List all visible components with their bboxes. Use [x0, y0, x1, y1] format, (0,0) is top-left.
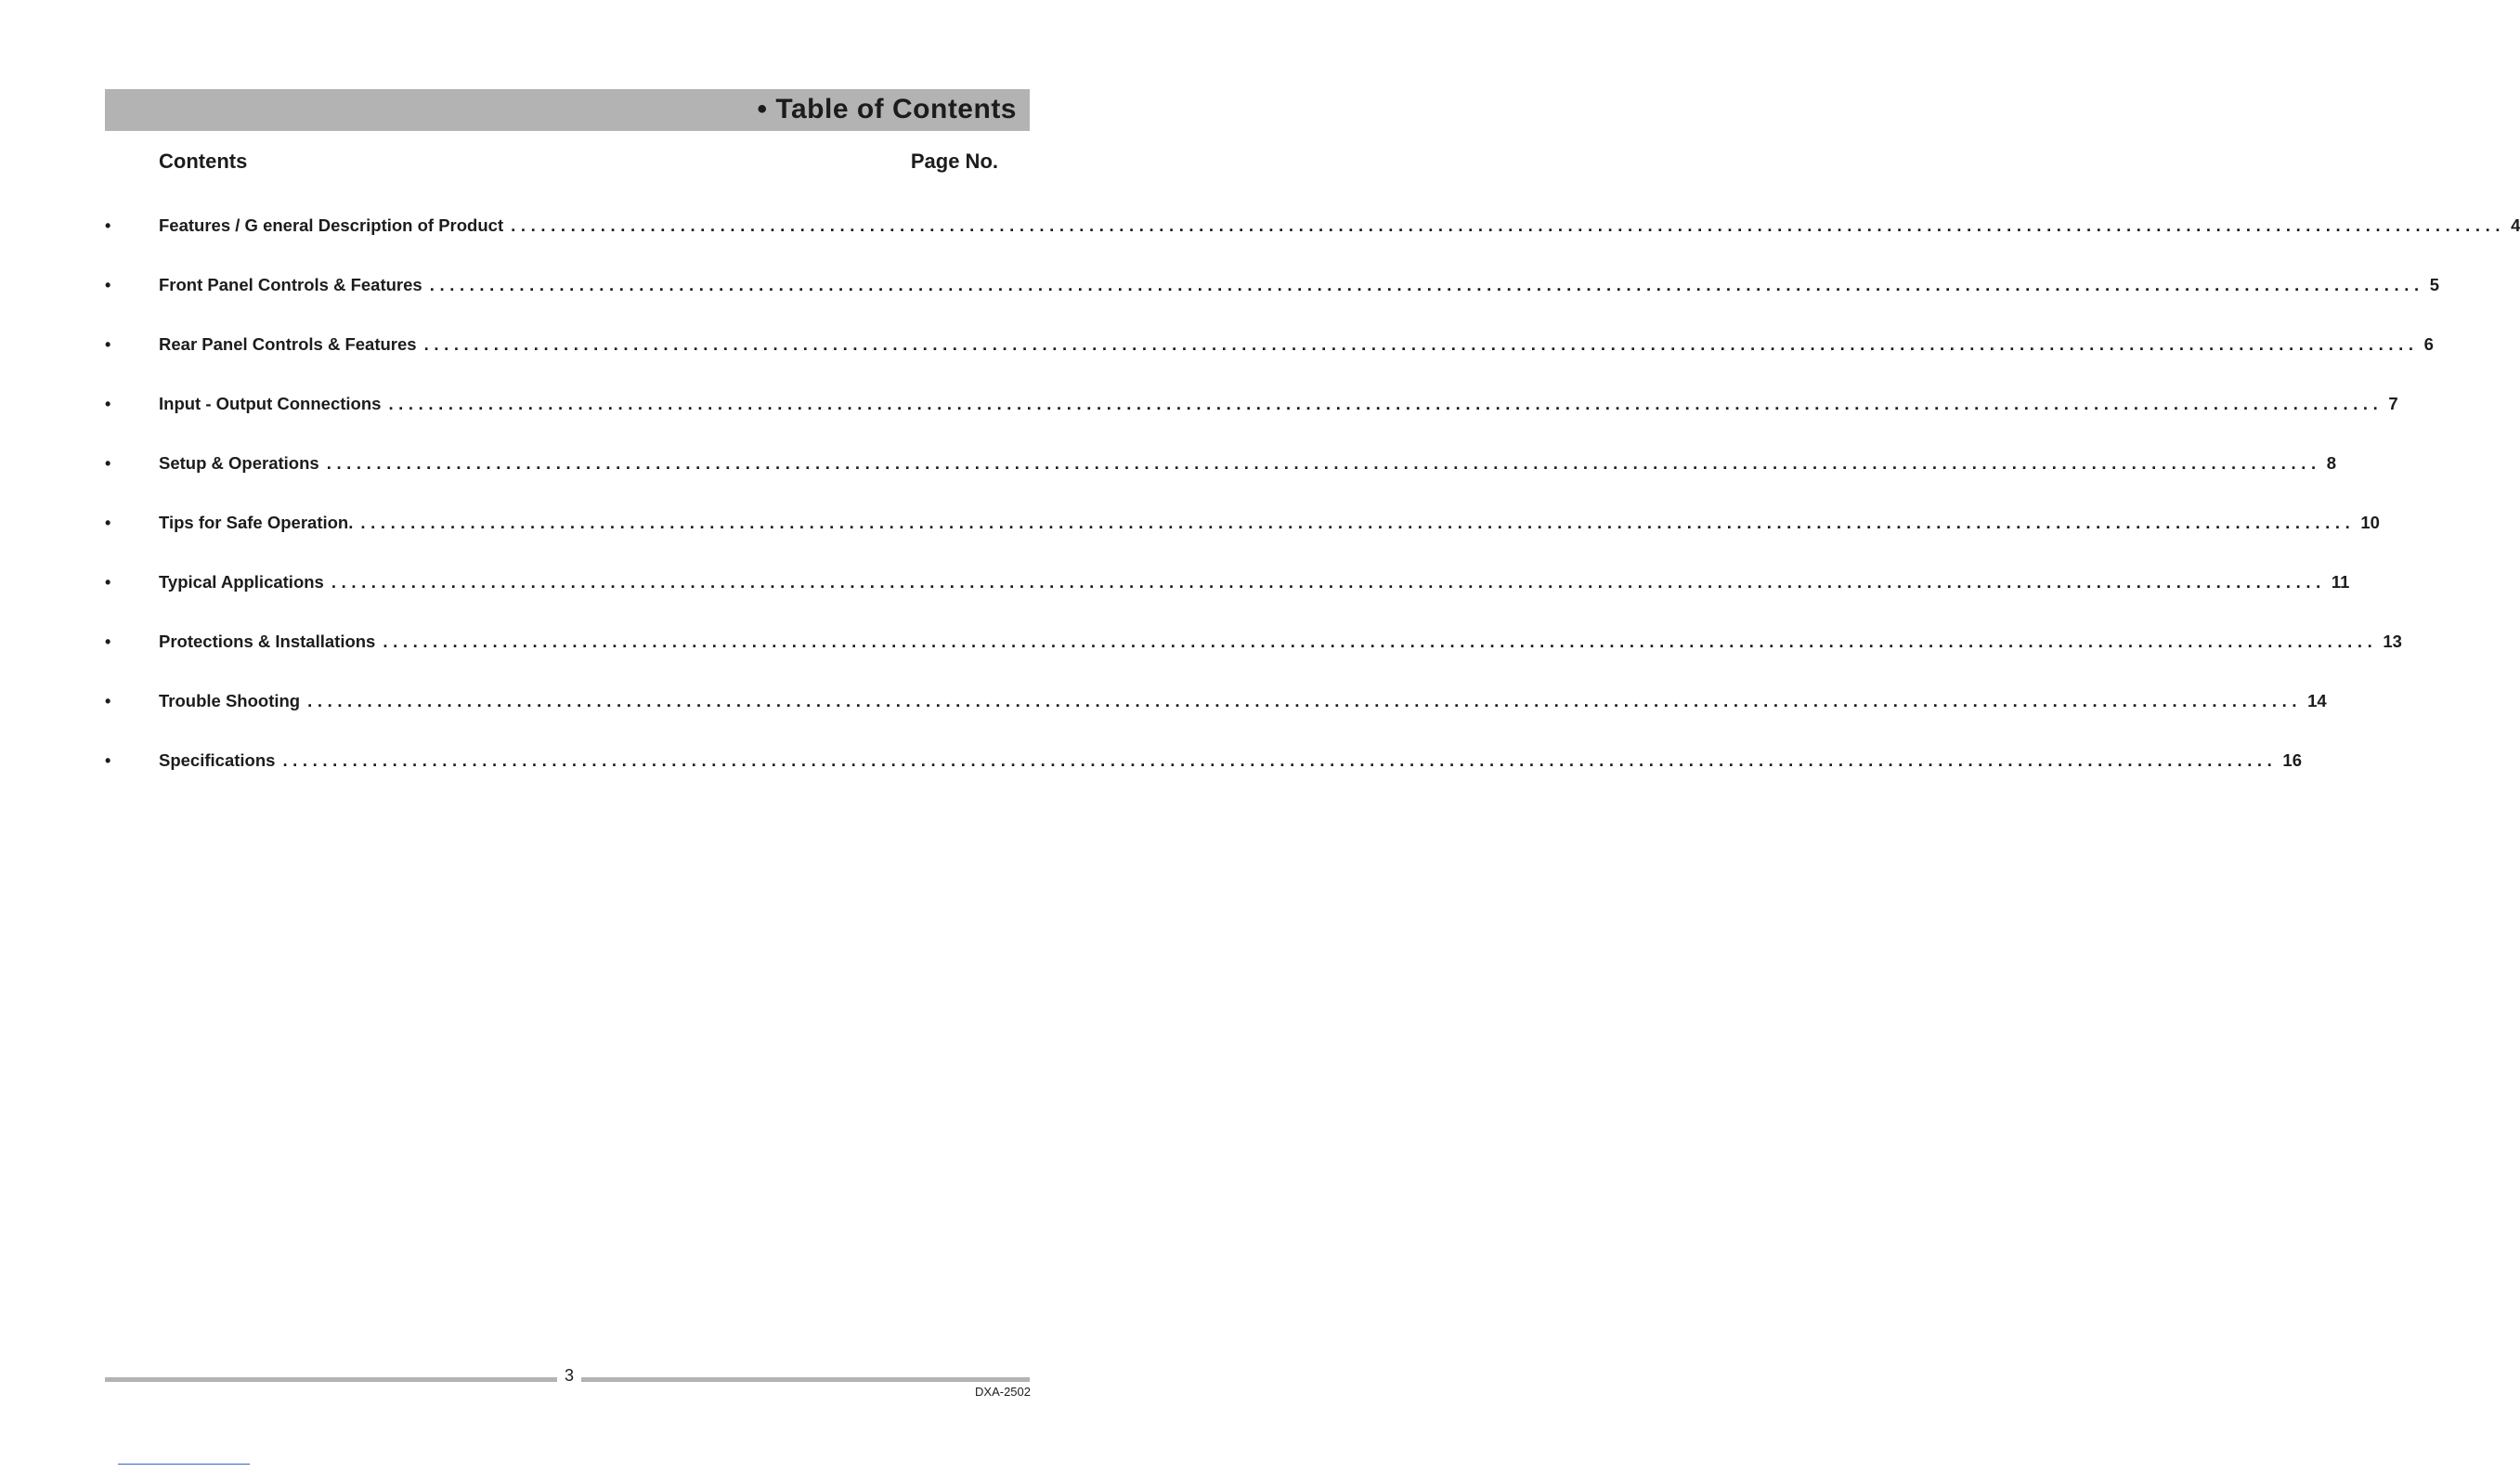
toc-entry-page: 8 — [2326, 453, 2336, 473]
bullet-icon: • — [105, 572, 111, 592]
toc-entry-features[interactable] — [105, 214, 2520, 238]
footer-rule-right — [581, 1377, 1030, 1382]
toc-entry-troubleshooting[interactable] — [105, 689, 2327, 713]
dot-leader: ........................................................................................................................................................................................................ — [326, 453, 2321, 473]
dot-leader: ........................................................................................................................................................................................................ — [331, 572, 2326, 592]
toc-entry-connections[interactable] — [105, 392, 2398, 416]
toc-entry-applications[interactable] — [105, 570, 2350, 594]
toc-entry-page: 7 — [2388, 394, 2398, 413]
bullet-icon: • — [105, 513, 111, 532]
toc-entry-label: Typical Applications — [159, 572, 324, 592]
bullet-icon: • — [105, 750, 111, 770]
page-no-column-heading: Page No. — [910, 150, 998, 173]
toc-entry-protections[interactable] — [105, 630, 2402, 654]
toc-entry-setup[interactable] — [105, 451, 2336, 475]
toc-entry-label: Protections & Installations — [159, 632, 376, 651]
dot-leader: ........................................................................................................................................................................................................ — [511, 215, 2506, 235]
bullet-icon: • — [105, 691, 111, 710]
toc-entry-label: Rear Panel Controls & Features — [159, 334, 417, 354]
dot-leader: ........................................................................................................................................................................................................ — [307, 691, 2303, 710]
dot-leader: ........................................................................................................................................................................................................ — [388, 394, 2384, 413]
toc-entry-page: 10 — [2360, 513, 2380, 532]
page-title: • Table of Contents — [757, 94, 1017, 124]
bottom-link-underline — [118, 1464, 250, 1465]
toc-entry-page: 14 — [2307, 691, 2327, 710]
toc-entry-page: 11 — [2331, 572, 2350, 592]
dot-leader: ........................................................................................................................................................................................................ — [282, 750, 2278, 770]
toc-entry-label: Front Panel Controls & Features — [159, 275, 422, 294]
toc-entry-label: Trouble Shooting — [159, 691, 301, 710]
toc-entry-label: Specifications — [159, 750, 276, 770]
page-number: 3 — [564, 1366, 574, 1385]
bullet-icon: • — [105, 453, 111, 473]
dot-leader: ........................................................................................................................................................................................................ — [429, 275, 2424, 294]
toc-entry-page: 6 — [2423, 334, 2434, 354]
toc-entry-rear-panel[interactable] — [105, 332, 2434, 357]
toc-entry-page: 13 — [2383, 632, 2402, 651]
toc-entry-page: 16 — [2282, 750, 2302, 770]
bullet-icon: • — [105, 215, 111, 235]
toc-entry-page: 5 — [2429, 275, 2439, 294]
toc-entry-specifications[interactable] — [105, 749, 2302, 773]
dot-leader: ........................................................................................................................................................................................................ — [423, 334, 2419, 354]
dot-leader: ........................................................................................................................................................................................................ — [360, 513, 2356, 532]
footer-rule-left — [105, 1377, 557, 1382]
toc-entry-label: Features / G eneral Description of Product — [159, 215, 504, 235]
toc-entry-page: 4 — [2511, 215, 2520, 235]
bullet-icon: • — [105, 275, 111, 294]
model-number: DXA-2502 — [975, 1385, 1031, 1399]
contents-column-heading: Contents — [159, 150, 248, 173]
toc-entry-safety-tips[interactable] — [105, 511, 2380, 535]
toc-entry-label: Setup & Operations — [159, 453, 319, 473]
bullet-icon: • — [105, 394, 111, 413]
toc-entry-front-panel[interactable] — [105, 273, 2439, 297]
bullet-icon: • — [105, 632, 111, 651]
dot-leader: ........................................................................................................................................................................................................ — [383, 632, 2378, 651]
bullet-icon: • — [105, 334, 111, 354]
toc-entry-label: Tips for Safe Operation. — [159, 513, 354, 532]
toc-entry-label: Input - Output Connections — [159, 394, 382, 413]
